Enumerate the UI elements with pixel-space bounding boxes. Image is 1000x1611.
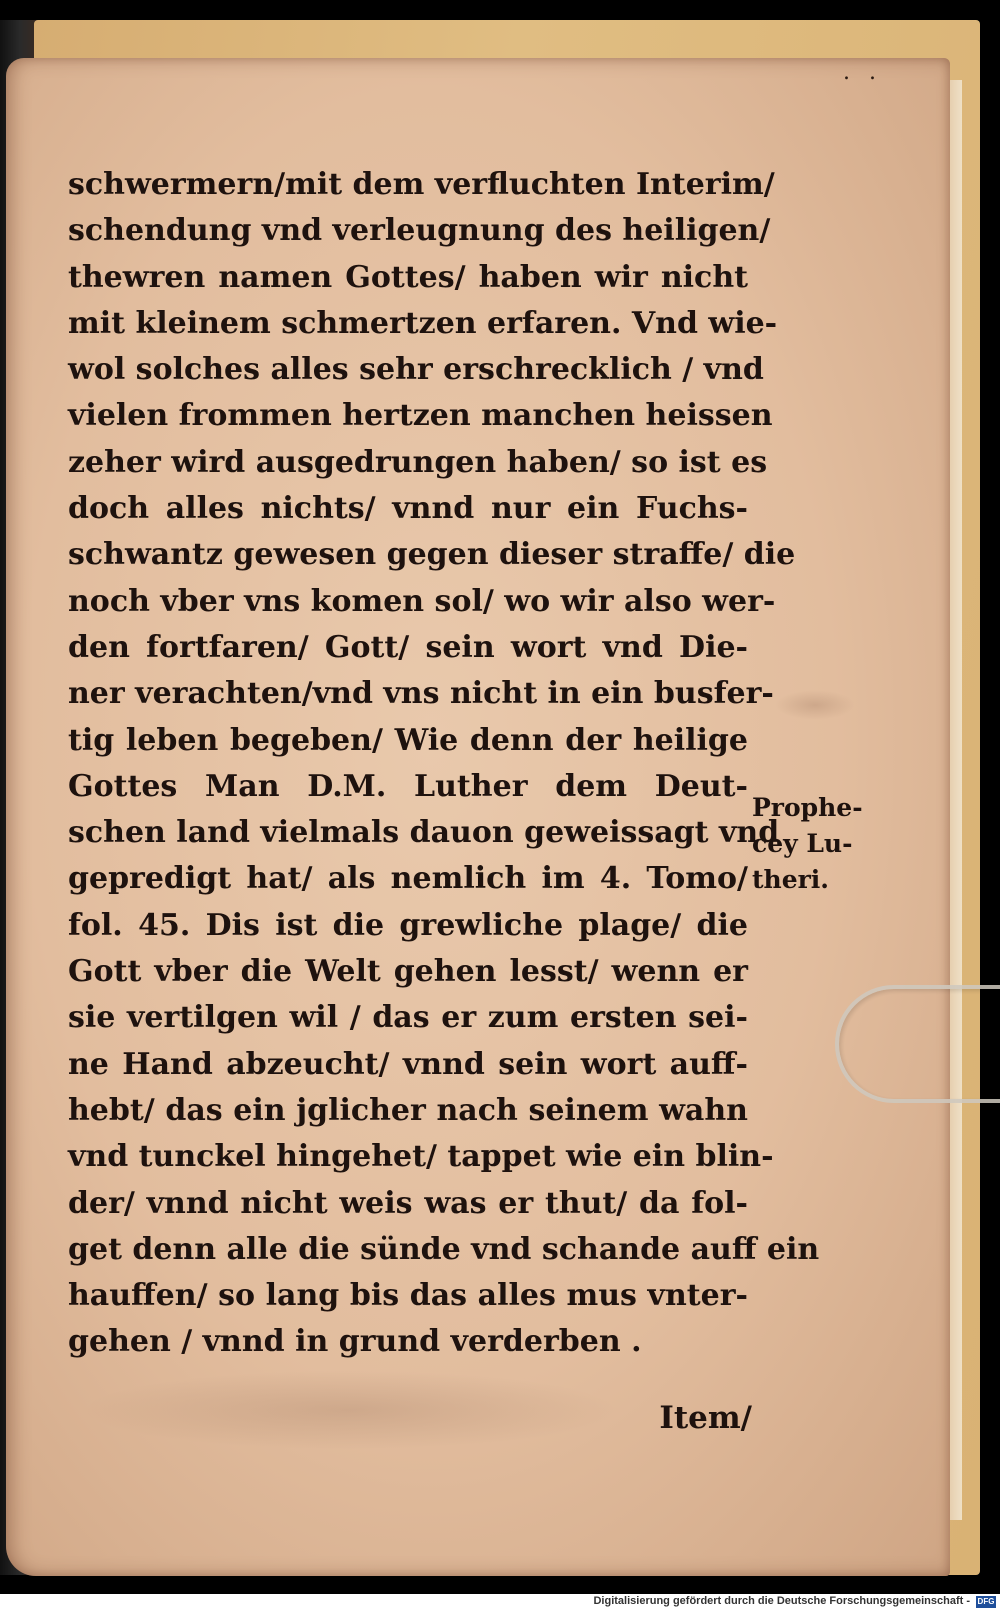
page-marks: . . (843, 60, 882, 85)
text-line: hauffen/ so lang bis das alles mus vnter- (68, 1278, 748, 1314)
text-line: mit kleinem schmertzen erfaren. Vnd wie- (68, 305, 778, 341)
margin-note (752, 790, 863, 898)
text-line: sie vertilgen wil / das er zum ersten sei- (68, 1000, 748, 1036)
text-line: get denn alle die sünde vnd schande auff ein (68, 1231, 820, 1267)
margin-note-line: Prophe- (752, 793, 863, 822)
text-line: tig leben begeben/ Wie denn der heilige (68, 722, 748, 758)
text-line: doch alles nichts/ vnnd nur ein Fuchs- (68, 491, 748, 527)
text-line: schendung vnd verleugnung des heiligen/ (68, 213, 771, 249)
text-line: gepredigt hat/ als nemlich im 4. Tomo/ (68, 861, 748, 897)
ink-bleed-through (80, 1370, 620, 1450)
margin-note-line: theri. (752, 865, 830, 894)
text-line: ner verachten/vnd vns nicht in ein busfer- (68, 676, 774, 712)
text-line: gehen / vnnd in grund verderben . (68, 1324, 642, 1360)
text-line: noch vber vns komen sol/ wo wir also wer- (68, 583, 776, 619)
text-line: vielen frommen hertzen manchen heissen (68, 398, 773, 434)
catchword: Item/ (659, 1400, 752, 1436)
text-line: zeher wird ausgedrungen haben/ so ist es (68, 444, 768, 480)
text-line: schen land vielmals dauon geweissagt vnd (68, 815, 780, 851)
text-line: ne Hand abzeucht/ vnnd sein wort auff- (68, 1046, 748, 1082)
text-line: schwantz gewesen gegen dieser straffe/ die (68, 537, 796, 573)
text-line: der/ vnnd nicht weis was er thut/ da fol- (68, 1185, 748, 1221)
margin-note-line: cey Lu- (752, 829, 853, 858)
dfg-logo: DFG (977, 1597, 995, 1606)
ink-bleed-through (775, 690, 855, 720)
text-line: Gottes Man D.M. Luther dem Deut- (68, 768, 748, 804)
text-line: Gott vber die Welt gehen lesst/ wenn er (68, 954, 748, 990)
text-line: hebt/ das ein jglicher nach seinem wahn (68, 1092, 748, 1128)
text-line: fol. 45. Dis ist die grewliche plage/ die (68, 907, 748, 943)
text-line: schwermern/mit dem verfluchten Interim/ (68, 167, 775, 202)
text-line: den fortfaren/ Gott/ sein wort vnd Die- (68, 629, 748, 665)
footer-credit: Digitalisierung gefördert durch die Deutsche Forschungsgemeinschaft - (593, 1595, 970, 1607)
text-line: thewren namen Gottes/ haben wir nicht (68, 259, 748, 295)
text-line: vnd tunckel hingehet/ tappet wie ein blin- (68, 1139, 774, 1175)
paper-clip (835, 985, 1000, 1103)
text-line: wol solches alles sehr erschrecklich / vnd (68, 352, 764, 388)
